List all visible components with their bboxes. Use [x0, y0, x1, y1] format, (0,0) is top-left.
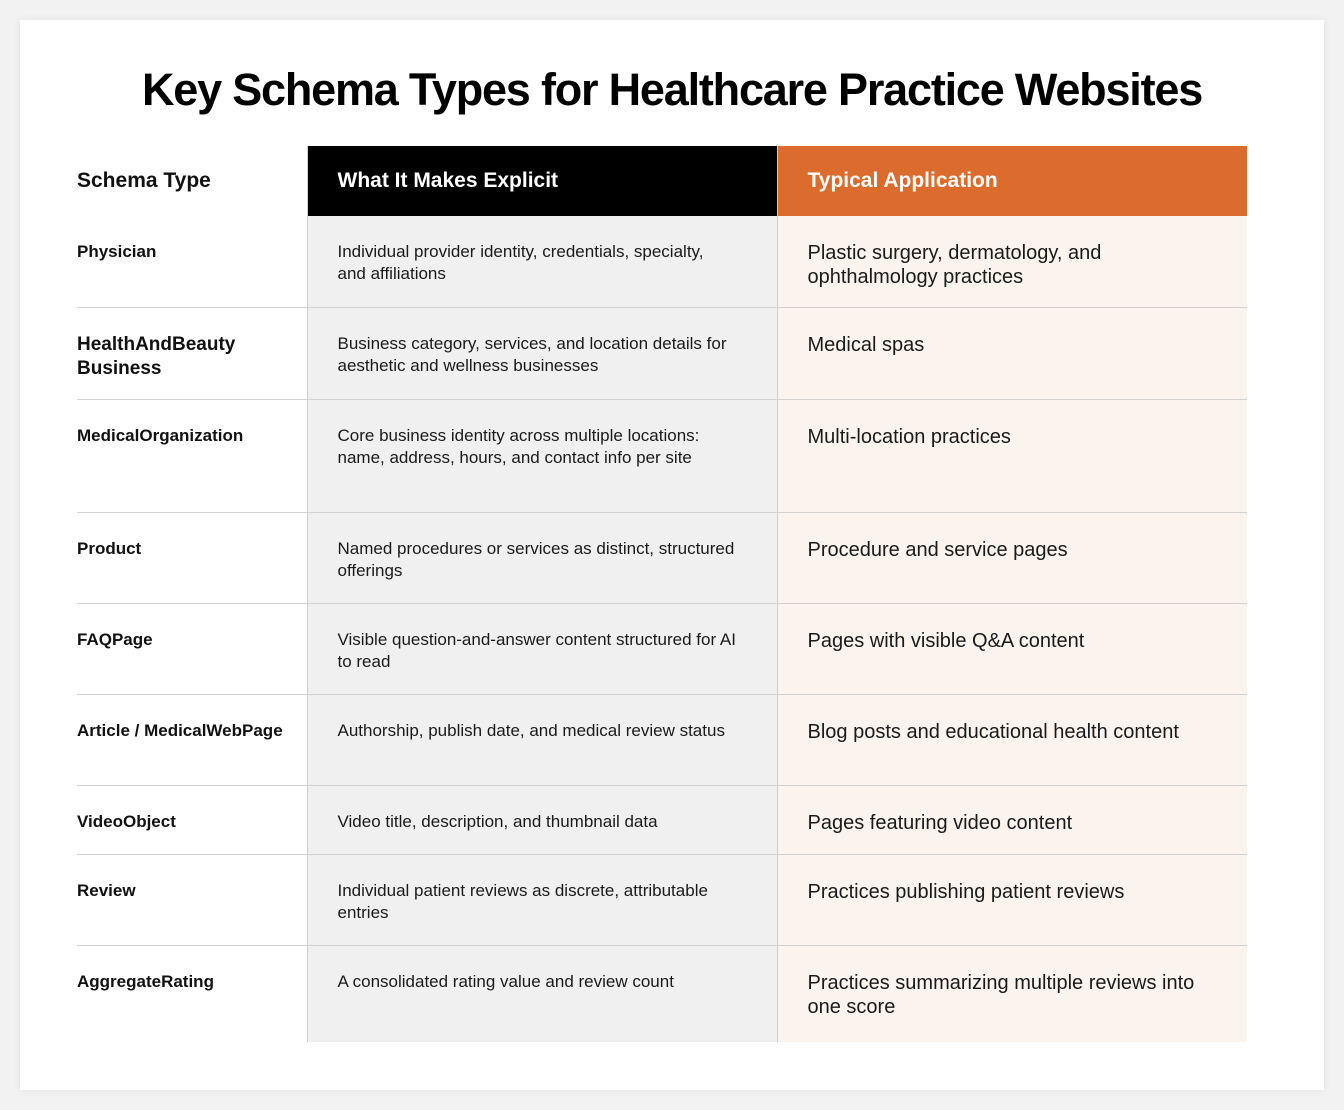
schema-types-table [77, 146, 1247, 1042]
table-header-row [77, 146, 1247, 216]
infographic-card [20, 20, 1324, 1090]
table-row [77, 400, 1247, 513]
explicit-cell: Core business identity across multiple locations: name, address, hours, and contact info per site [307, 400, 777, 513]
schema-type-cell: VideoObject [77, 786, 307, 855]
schema-type-cell: FAQPage [77, 604, 307, 695]
schema-type-cell: Article / MedicalWebPage [77, 695, 307, 786]
application-cell: Practices publishing patient reviews [777, 855, 1247, 946]
schema-type-cell: MedicalOrganization [77, 400, 307, 513]
explicit-cell: Visible question-and-answer content structured for AI to read [307, 604, 777, 695]
schema-type-cell: Review [77, 855, 307, 946]
application-cell: Blog posts and educational health content [777, 695, 1247, 786]
header-typical-application: Typical Application [777, 146, 1247, 216]
schema-type-cell: Product [77, 513, 307, 604]
application-cell: Plastic surgery, dermatology, and ophthalmology practices [777, 216, 1247, 308]
explicit-cell: Individual provider identity, credentials, specialty, and affiliations [307, 216, 777, 308]
explicit-cell: Video title, description, and thumbnail data [307, 786, 777, 855]
explicit-cell: A consolidated rating value and review count [307, 946, 777, 1042]
page-title: Key Schema Types for Healthcare Practice Websites [141, 64, 1203, 115]
table-row [77, 786, 1247, 855]
explicit-cell: Named procedures or services as distinct, structured offerings [307, 513, 777, 604]
application-cell: Practices summarizing multiple reviews into one score [777, 946, 1247, 1042]
table-row [77, 855, 1247, 946]
explicit-cell: Authorship, publish date, and medical review status [307, 695, 777, 786]
schema-type-cell: Physician [77, 216, 307, 308]
schema-type-cell: HealthAndBeauty Business [77, 308, 307, 400]
header-what-it-makes-explicit: What It Makes Explicit [307, 146, 777, 216]
header-schema-type: Schema Type [77, 146, 307, 216]
application-cell: Procedure and service pages [777, 513, 1247, 604]
table-row [77, 513, 1247, 604]
schema-type-cell: AggregateRating [77, 946, 307, 1042]
application-cell: Pages with visible Q&A content [777, 604, 1247, 695]
application-cell: Multi-location practices [777, 400, 1247, 513]
application-cell: Pages featuring video content [777, 786, 1247, 855]
table-row [77, 604, 1247, 695]
table-row [77, 695, 1247, 786]
table-row [77, 946, 1247, 1042]
table-row [77, 308, 1247, 400]
application-cell: Medical spas [777, 308, 1247, 400]
explicit-cell: Business category, services, and location details for aesthetic and wellness businesses [307, 308, 777, 400]
explicit-cell: Individual patient reviews as discrete, attributable entries [307, 855, 777, 946]
table-row [77, 216, 1247, 308]
